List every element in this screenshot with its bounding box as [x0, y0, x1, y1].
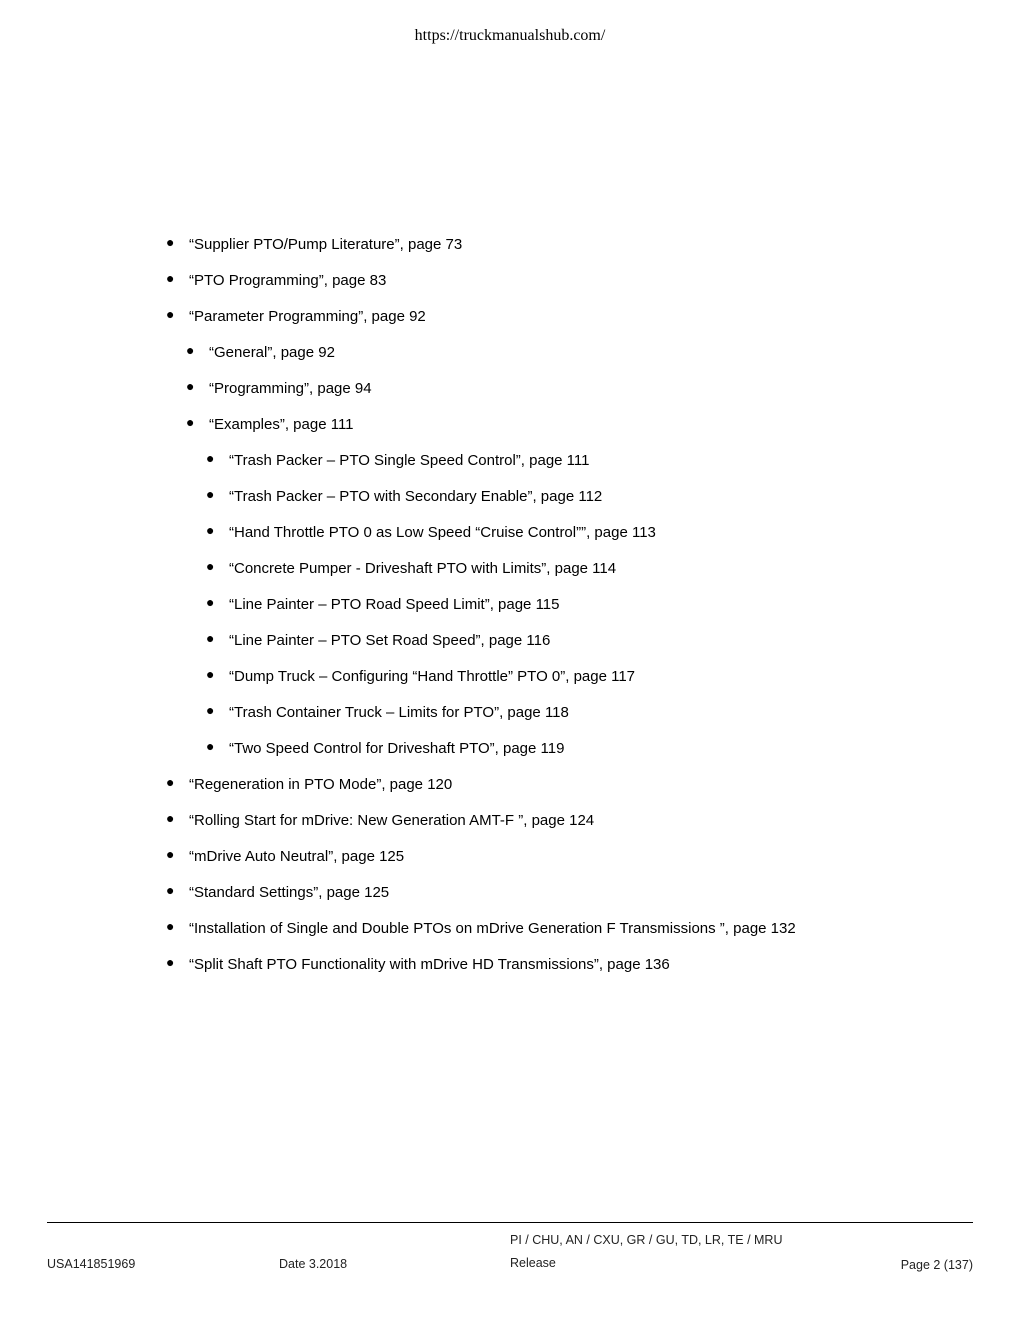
toc-item-text: “Two Speed Control for Driveshaft PTO”, page 119	[229, 740, 565, 757]
toc-item-text: “Parameter Programming”, page 92	[189, 308, 426, 325]
footer-date: Date 3.2018	[279, 1257, 348, 1271]
footer-divider	[47, 1222, 973, 1223]
bullet-icon: ●	[166, 882, 175, 898]
bullet-icon: ●	[186, 414, 195, 430]
toc-subsubitem[interactable]	[0, 668, 1020, 686]
toc-item-text: “Standard Settings”, page 125	[189, 884, 390, 901]
bullet-icon: ●	[166, 846, 175, 862]
bullet-icon: ●	[166, 774, 175, 790]
toc-item-text: “Line Painter – PTO Road Speed Limit”, page 115	[229, 596, 560, 613]
toc-subsubitem[interactable]	[0, 560, 1020, 578]
toc-item-text: “Line Painter – PTO Set Road Speed”, page 116	[229, 632, 551, 649]
bullet-icon: ●	[166, 810, 175, 826]
bullet-icon: ●	[166, 306, 175, 322]
toc-item-text: “Supplier PTO/Pump Literature”, page 73	[189, 236, 463, 253]
toc-item[interactable]	[0, 776, 1020, 794]
bullet-icon: ●	[206, 630, 215, 646]
toc-item-text: “Trash Container Truck – Limits for PTO”, page 118	[229, 704, 569, 721]
toc-item[interactable]	[0, 308, 1020, 326]
footer-models: PI / CHU, AN / CXU, GR / GU, TD, LR, TE / MRU	[510, 1233, 783, 1247]
toc-item-text: “Installation of Single and Double PTOs on mDrive Generation F Transmissions ”, page 132	[189, 920, 796, 937]
toc-item[interactable]	[0, 812, 1020, 830]
toc-item-text: “mDrive Auto Neutral”, page 125	[189, 848, 405, 865]
bullet-icon: ●	[206, 486, 215, 502]
footer-status: Release	[510, 1256, 556, 1270]
bullet-icon: ●	[206, 738, 215, 754]
toc-subitem[interactable]	[0, 416, 1020, 434]
bullet-icon: ●	[206, 522, 215, 538]
toc-item[interactable]	[0, 848, 1020, 866]
toc-item-text: “Trash Packer – PTO Single Speed Control”, page 111	[229, 452, 590, 469]
table-of-contents	[0, 236, 1020, 992]
toc-item[interactable]	[0, 884, 1020, 902]
toc-item-text: “General”, page 92	[209, 344, 335, 361]
toc-subsubitem[interactable]	[0, 740, 1020, 758]
bullet-icon: ●	[166, 918, 175, 934]
bullet-icon: ●	[206, 702, 215, 718]
bullet-icon: ●	[186, 342, 195, 358]
bullet-icon: ●	[166, 270, 175, 286]
toc-subsubitem[interactable]	[0, 488, 1020, 506]
footer-doc-number: USA141851969	[47, 1257, 136, 1271]
toc-item-text: “Dump Truck – Configuring “Hand Throttle” PTO 0”, page 117	[229, 668, 636, 685]
toc-subitem[interactable]	[0, 380, 1020, 398]
toc-item-text: “Hand Throttle PTO 0 as Low Speed “Cruise Control””, page 113	[229, 524, 656, 541]
toc-item-text: “Examples”, page 111	[209, 416, 354, 433]
bullet-icon: ●	[186, 378, 195, 394]
header-url: https://truckmanualshub.com/	[414, 27, 606, 44]
toc-item[interactable]	[0, 956, 1020, 974]
toc-subsubitem[interactable]	[0, 596, 1020, 614]
toc-item-text: “Regeneration in PTO Mode”, page 120	[189, 776, 453, 793]
toc-item[interactable]	[0, 920, 799, 938]
toc-item[interactable]	[0, 236, 1020, 254]
toc-item[interactable]	[0, 272, 1020, 290]
toc-item-text: “Rolling Start for mDrive: New Generation AMT-F ”, page 124	[189, 812, 595, 829]
toc-subitem[interactable]	[0, 344, 1020, 362]
toc-subsubitem[interactable]	[0, 524, 1020, 542]
toc-subsubitem[interactable]	[0, 704, 1020, 722]
toc-subsubitem[interactable]	[0, 632, 1020, 650]
bullet-icon: ●	[166, 234, 175, 250]
toc-item-text: “PTO Programming”, page 83	[189, 272, 387, 289]
toc-item-text: “Split Shaft PTO Functionality with mDrive HD Transmissions”, page 136	[189, 956, 670, 973]
footer-page-number: Page 2 (137)	[900, 1258, 973, 1272]
toc-item-text: “Trash Packer – PTO with Secondary Enable”, page 112	[229, 488, 603, 505]
toc-item-text: “Concrete Pumper - Driveshaft PTO with Limits”, page 114	[229, 560, 617, 577]
bullet-icon: ●	[206, 666, 215, 682]
bullet-icon: ●	[206, 450, 215, 466]
bullet-icon: ●	[166, 954, 175, 970]
toc-item-text: “Programming”, page 94	[209, 380, 372, 397]
toc-subsubitem[interactable]	[0, 452, 1020, 470]
bullet-icon: ●	[206, 558, 215, 574]
bullet-icon: ●	[206, 594, 215, 610]
